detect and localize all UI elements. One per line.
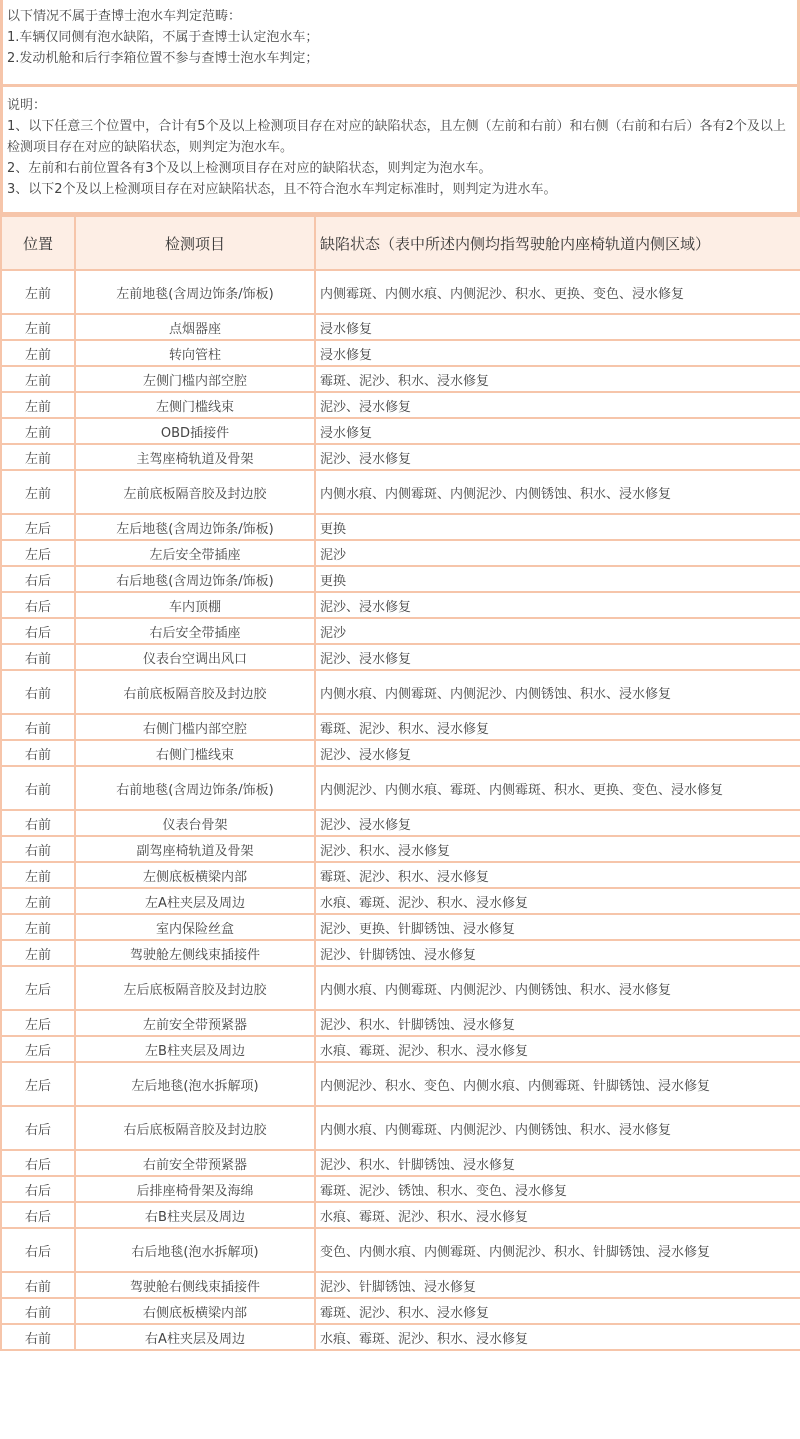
row-defect: 泥沙、积水、浸水修复 xyxy=(315,836,800,862)
row-item: 仪表台骨架 xyxy=(75,810,315,836)
table-row xyxy=(1,714,800,740)
row-defect: 泥沙 xyxy=(315,618,800,644)
table-row xyxy=(1,1062,800,1106)
row-position: 右前 xyxy=(1,836,75,862)
table-row xyxy=(1,766,800,810)
row-item: 室内保险丝盒 xyxy=(75,914,315,940)
row-defect: 内侧泥沙、积水、变色、内侧水痕、内侧霉斑、针脚锈蚀、浸水修复 xyxy=(315,1062,800,1106)
table-row xyxy=(1,966,800,1010)
table-row xyxy=(1,470,800,514)
row-item: 左后安全带插座 xyxy=(75,540,315,566)
row-defect: 更换 xyxy=(315,514,800,540)
table-row xyxy=(1,540,800,566)
row-position: 右后 xyxy=(1,566,75,592)
table-row xyxy=(1,670,800,714)
inspection-table xyxy=(0,215,800,1351)
row-defect: 霉斑、泥沙、积水、浸水修复 xyxy=(315,862,800,888)
row-position: 左后 xyxy=(1,514,75,540)
row-position: 左前 xyxy=(1,888,75,914)
row-position: 右后 xyxy=(1,618,75,644)
row-defect: 泥沙、针脚锈蚀、浸水修复 xyxy=(315,940,800,966)
table-row xyxy=(1,314,800,340)
row-item: 右前底板隔音胶及封边胶 xyxy=(75,670,315,714)
row-defect: 浸水修复 xyxy=(315,314,800,340)
table-row xyxy=(1,1228,800,1272)
row-defect: 泥沙、针脚锈蚀、浸水修复 xyxy=(315,1272,800,1298)
table-row xyxy=(1,1176,800,1202)
row-item: 副驾座椅轨道及骨架 xyxy=(75,836,315,862)
row-item: 右B柱夹层及周边 xyxy=(75,1202,315,1228)
row-position: 右后 xyxy=(1,592,75,618)
row-item: 仪表台空调出风口 xyxy=(75,644,315,670)
row-item: 右前地毯(含周边饰条/饰板) xyxy=(75,766,315,810)
row-position: 右后 xyxy=(1,1150,75,1176)
row-defect: 水痕、霉斑、泥沙、积水、浸水修复 xyxy=(315,1202,800,1228)
table-row xyxy=(1,1150,800,1176)
row-item: 左前地毯(含周边饰条/饰板) xyxy=(75,270,315,314)
table-row xyxy=(1,740,800,766)
row-item: 驾驶舱右侧线束插接件 xyxy=(75,1272,315,1298)
table-row xyxy=(1,1202,800,1228)
row-defect: 霉斑、泥沙、积水、浸水修复 xyxy=(315,714,800,740)
notes-title: 说明： xyxy=(7,98,47,113)
row-defect: 内侧霉斑、内侧水痕、内侧泥沙、积水、更换、变色、浸水修复 xyxy=(315,270,800,314)
row-defect: 变色、内侧水痕、内侧霉斑、内侧泥沙、积水、针脚锈蚀、浸水修复 xyxy=(315,1228,800,1272)
row-defect: 水痕、霉斑、泥沙、积水、浸水修复 xyxy=(315,888,800,914)
row-item: 左侧底板横梁内部 xyxy=(75,862,315,888)
row-item: 左B柱夹层及周边 xyxy=(75,1036,315,1062)
row-defect: 更换 xyxy=(315,566,800,592)
notes-item: 3、以下2个及以上检测项目存在对应缺陷状态，且不符合泡水车判定标准时，则判定为进水车。 xyxy=(7,182,557,197)
table-row xyxy=(1,836,800,862)
table-body xyxy=(1,270,800,1350)
header-position: 位置 xyxy=(1,216,75,270)
row-position: 左后 xyxy=(1,540,75,566)
row-item: 右后安全带插座 xyxy=(75,618,315,644)
table-row xyxy=(1,340,800,366)
row-position: 左前 xyxy=(1,914,75,940)
row-item: 左A柱夹层及周边 xyxy=(75,888,315,914)
row-defect: 内侧水痕、内侧霉斑、内侧泥沙、内侧锈蚀、积水、浸水修复 xyxy=(315,470,800,514)
row-item: 右后地毯(含周边饰条/饰板) xyxy=(75,566,315,592)
table-row xyxy=(1,566,800,592)
row-position: 右前 xyxy=(1,1298,75,1324)
row-defect: 水痕、霉斑、泥沙、积水、浸水修复 xyxy=(315,1324,800,1350)
notes-item: 2、左前和右前位置各有3个及以上检测项目存在对应的缺陷状态，则判定为泡水车。 xyxy=(7,161,492,176)
row-item: 右A柱夹层及周边 xyxy=(75,1324,315,1350)
row-position: 右后 xyxy=(1,1202,75,1228)
row-position: 左前 xyxy=(1,340,75,366)
intro-item: 2.发动机舱和后行李箱位置不参与查博士泡水车判定； xyxy=(7,51,319,66)
row-position: 右后 xyxy=(1,1228,75,1272)
row-defect: 泥沙、积水、针脚锈蚀、浸水修复 xyxy=(315,1150,800,1176)
row-item: 点烟器座 xyxy=(75,314,315,340)
row-position: 左前 xyxy=(1,392,75,418)
notes-box xyxy=(0,87,800,215)
row-position: 右前 xyxy=(1,670,75,714)
row-defect: 内侧水痕、内侧霉斑、内侧泥沙、内侧锈蚀、积水、浸水修复 xyxy=(315,1106,800,1150)
row-item: 右侧底板横梁内部 xyxy=(75,1298,315,1324)
table-header-row xyxy=(1,216,800,270)
row-defect: 霉斑、泥沙、积水、浸水修复 xyxy=(315,366,800,392)
row-defect: 泥沙、浸水修复 xyxy=(315,392,800,418)
table-row xyxy=(1,444,800,470)
table-row xyxy=(1,810,800,836)
table-row xyxy=(1,366,800,392)
table-row xyxy=(1,1036,800,1062)
row-position: 右前 xyxy=(1,1324,75,1350)
intro-item: 1.车辆仅同侧有泡水缺陷，不属于查博士认定泡水车； xyxy=(7,30,319,45)
row-position: 左前 xyxy=(1,862,75,888)
row-item: 主驾座椅轨道及骨架 xyxy=(75,444,315,470)
row-position: 左后 xyxy=(1,1062,75,1106)
row-item: 右后底板隔音胶及封边胶 xyxy=(75,1106,315,1150)
row-item: 左后地毯(泡水拆解项) xyxy=(75,1062,315,1106)
table-row xyxy=(1,644,800,670)
row-position: 右后 xyxy=(1,1106,75,1150)
row-item: 右侧门槛线束 xyxy=(75,740,315,766)
row-position: 右前 xyxy=(1,1272,75,1298)
row-defect: 水痕、霉斑、泥沙、积水、浸水修复 xyxy=(315,1036,800,1062)
row-item: 驾驶舱左侧线束插接件 xyxy=(75,940,315,966)
table-row xyxy=(1,1106,800,1150)
row-item: 右后地毯(泡水拆解项) xyxy=(75,1228,315,1272)
notes-item: 1、以下任意三个位置中，合计有5个及以上检测项目存在对应的缺陷状态，且左侧（左前和右前）和右侧（右前和右后）各有2个及以上检测项目存在对应的缺陷状态，则判定为泡水车。 xyxy=(7,119,786,155)
table-row xyxy=(1,1324,800,1350)
table-row xyxy=(1,940,800,966)
row-position: 左前 xyxy=(1,270,75,314)
table-row xyxy=(1,888,800,914)
row-defect: 泥沙、浸水修复 xyxy=(315,810,800,836)
row-defect: 泥沙、浸水修复 xyxy=(315,444,800,470)
row-item: 左后底板隔音胶及封边胶 xyxy=(75,966,315,1010)
row-item: 左后地毯(含周边饰条/饰板) xyxy=(75,514,315,540)
row-defect: 浸水修复 xyxy=(315,340,800,366)
row-position: 左前 xyxy=(1,366,75,392)
row-position: 右前 xyxy=(1,714,75,740)
table-row xyxy=(1,1010,800,1036)
row-position: 左前 xyxy=(1,314,75,340)
row-position: 右前 xyxy=(1,810,75,836)
header-defect: 缺陷状态（表中所述内侧均指驾驶舱内座椅轨道内侧区域） xyxy=(315,216,800,270)
table-row xyxy=(1,270,800,314)
row-defect: 泥沙、浸水修复 xyxy=(315,740,800,766)
header-item: 检测项目 xyxy=(75,216,315,270)
row-item: OBD插接件 xyxy=(75,418,315,444)
row-item: 转向管柱 xyxy=(75,340,315,366)
table-row xyxy=(1,914,800,940)
intro-title: 以下情况不属于查博士泡水车判定范畴： xyxy=(7,9,242,24)
row-position: 右前 xyxy=(1,740,75,766)
row-position: 右后 xyxy=(1,1176,75,1202)
row-item: 后排座椅骨架及海绵 xyxy=(75,1176,315,1202)
row-defect: 浸水修复 xyxy=(315,418,800,444)
row-defect: 霉斑、泥沙、积水、浸水修复 xyxy=(315,1298,800,1324)
row-position: 左前 xyxy=(1,940,75,966)
row-position: 左后 xyxy=(1,1036,75,1062)
row-defect: 泥沙、浸水修复 xyxy=(315,592,800,618)
row-defect: 泥沙、浸水修复 xyxy=(315,644,800,670)
row-defect: 内侧水痕、内侧霉斑、内侧泥沙、内侧锈蚀、积水、浸水修复 xyxy=(315,670,800,714)
row-item: 车内顶棚 xyxy=(75,592,315,618)
table-row xyxy=(1,618,800,644)
row-item: 左前底板隔音胶及封边胶 xyxy=(75,470,315,514)
table-row xyxy=(1,592,800,618)
row-position: 右前 xyxy=(1,766,75,810)
row-defect: 内侧泥沙、内侧水痕、霉斑、内侧霉斑、积水、更换、变色、浸水修复 xyxy=(315,766,800,810)
row-item: 右侧门槛内部空腔 xyxy=(75,714,315,740)
row-position: 左后 xyxy=(1,1010,75,1036)
table-row xyxy=(1,392,800,418)
row-item: 右前安全带预紧器 xyxy=(75,1150,315,1176)
row-defect: 泥沙、积水、针脚锈蚀、浸水修复 xyxy=(315,1010,800,1036)
table-row xyxy=(1,514,800,540)
row-defect: 内侧水痕、内侧霉斑、内侧泥沙、内侧锈蚀、积水、浸水修复 xyxy=(315,966,800,1010)
row-item: 左前安全带预紧器 xyxy=(75,1010,315,1036)
table-row xyxy=(1,862,800,888)
table-row xyxy=(1,418,800,444)
intro-box xyxy=(0,0,800,87)
table-row xyxy=(1,1298,800,1324)
row-defect: 泥沙 xyxy=(315,540,800,566)
row-defect: 泥沙、更换、针脚锈蚀、浸水修复 xyxy=(315,914,800,940)
row-position: 左前 xyxy=(1,444,75,470)
row-item: 左侧门槛线束 xyxy=(75,392,315,418)
table-row xyxy=(1,1272,800,1298)
row-position: 左前 xyxy=(1,470,75,514)
row-position: 左前 xyxy=(1,418,75,444)
row-position: 左后 xyxy=(1,966,75,1010)
row-item: 左侧门槛内部空腔 xyxy=(75,366,315,392)
row-defect: 霉斑、泥沙、锈蚀、积水、变色、浸水修复 xyxy=(315,1176,800,1202)
row-position: 右前 xyxy=(1,644,75,670)
